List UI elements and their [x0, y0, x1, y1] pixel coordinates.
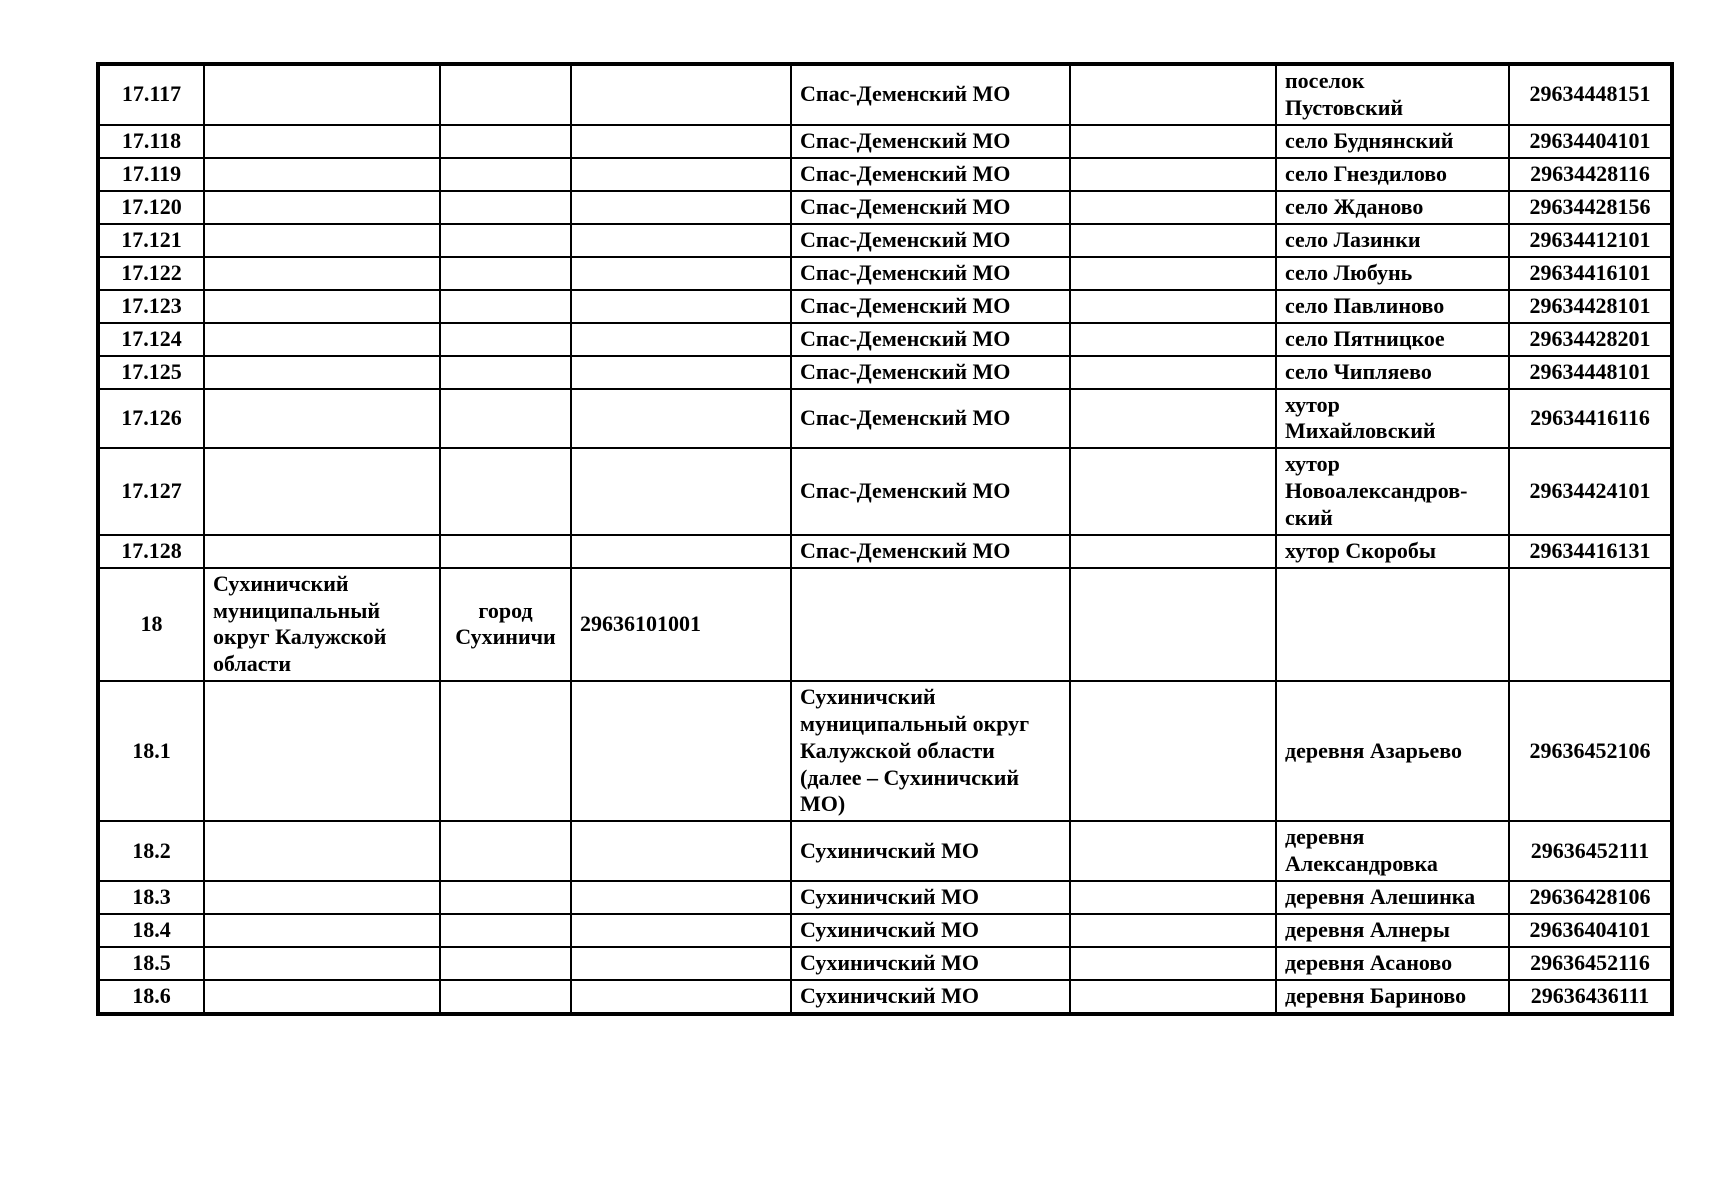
- district-cell: [204, 821, 440, 881]
- municipality-cell: Спас-Деменский МО: [791, 257, 1070, 290]
- municipality-cell: Спас-Деменский МО: [791, 65, 1070, 125]
- admin-center-cell: [440, 191, 571, 224]
- row-number-cell: 18.3: [99, 881, 204, 914]
- row-number-cell: 17.122: [99, 257, 204, 290]
- municipality-cell: Сухиничский МО: [791, 821, 1070, 881]
- row-number-cell: 17.124: [99, 323, 204, 356]
- municipality-cell: Спас-Деменский МО: [791, 323, 1070, 356]
- admin-center-cell: [440, 257, 571, 290]
- oktmo-code-cell: 29634428116: [1509, 158, 1671, 191]
- center-code-cell: [571, 881, 791, 914]
- table-row: [99, 257, 1671, 290]
- district-cell: [204, 224, 440, 257]
- oktmo-code-cell: 29634428101: [1509, 290, 1671, 323]
- table-row: [99, 535, 1671, 568]
- municipality-cell: Спас-Деменский МО: [791, 448, 1070, 534]
- settlement-cell: село Любунь: [1276, 257, 1509, 290]
- admin-center-cell: [440, 158, 571, 191]
- settlement-cell: село Пятницкое: [1276, 323, 1509, 356]
- admin-center-cell: [440, 914, 571, 947]
- row-number-cell: 17.127: [99, 448, 204, 534]
- blank-cell: [1070, 356, 1276, 389]
- center-code-cell: [571, 65, 791, 125]
- oktmo-code-cell: 29634416131: [1509, 535, 1671, 568]
- row-number-cell: 18: [99, 568, 204, 681]
- oktmo-code-cell: 29636436111: [1509, 980, 1671, 1013]
- district-cell: [204, 681, 440, 821]
- oktmo-code-cell: 29634424101: [1509, 448, 1671, 534]
- center-code-cell: [571, 125, 791, 158]
- blank-cell: [1070, 290, 1276, 323]
- table-row: [99, 914, 1671, 947]
- municipality-cell: [791, 568, 1070, 681]
- settlement-cell: деревня Асаново: [1276, 947, 1509, 980]
- center-code-cell: [571, 257, 791, 290]
- table-row: [99, 448, 1671, 534]
- center-code-cell: [571, 980, 791, 1013]
- table-row: [99, 290, 1671, 323]
- admin-center-cell: [440, 448, 571, 534]
- blank-cell: [1070, 125, 1276, 158]
- row-number-cell: 17.126: [99, 389, 204, 449]
- row-number-cell: 17.125: [99, 356, 204, 389]
- oktmo-code-cell: [1509, 568, 1671, 681]
- admin-center-cell: [440, 821, 571, 881]
- municipality-cell: Спас-Деменский МО: [791, 224, 1070, 257]
- table-row: [99, 681, 1671, 821]
- admin-center-cell: [440, 681, 571, 821]
- admin-center-cell: [440, 535, 571, 568]
- blank-cell: [1070, 158, 1276, 191]
- settlements-table: [98, 64, 1672, 1014]
- admin-center-cell: [440, 947, 571, 980]
- blank-cell: [1070, 65, 1276, 125]
- district-cell: [204, 158, 440, 191]
- settlement-cell: деревня Бариново: [1276, 980, 1509, 1013]
- settlement-cell: село Жданово: [1276, 191, 1509, 224]
- table-row: [99, 191, 1671, 224]
- admin-center-cell: [440, 356, 571, 389]
- district-cell: [204, 448, 440, 534]
- blank-cell: [1070, 389, 1276, 449]
- district-cell: [204, 980, 440, 1013]
- row-number-cell: 17.119: [99, 158, 204, 191]
- district-cell: Сухиничский муниципальный округ Калужской области: [204, 568, 440, 681]
- table-row: [99, 323, 1671, 356]
- blank-cell: [1070, 980, 1276, 1013]
- row-number-cell: 18.2: [99, 821, 204, 881]
- center-code-cell: [571, 914, 791, 947]
- municipality-cell: Сухиничский МО: [791, 980, 1070, 1013]
- oktmo-code-cell: 29634428201: [1509, 323, 1671, 356]
- center-code-cell: [571, 681, 791, 821]
- oktmo-code-cell: 29634416101: [1509, 257, 1671, 290]
- center-code-cell: [571, 191, 791, 224]
- blank-cell: [1070, 914, 1276, 947]
- admin-center-cell: [440, 389, 571, 449]
- row-number-cell: 17.120: [99, 191, 204, 224]
- row-number-cell: 17.123: [99, 290, 204, 323]
- settlement-cell: деревня Александровка: [1276, 821, 1509, 881]
- center-code-cell: [571, 535, 791, 568]
- row-number-cell: 17.128: [99, 535, 204, 568]
- row-number-cell: 17.121: [99, 224, 204, 257]
- table-row: [99, 881, 1671, 914]
- table-row: [99, 947, 1671, 980]
- district-cell: [204, 290, 440, 323]
- oktmo-code-cell: 29634412101: [1509, 224, 1671, 257]
- center-code-cell: [571, 821, 791, 881]
- admin-center-cell: [440, 290, 571, 323]
- admin-center-cell: [440, 65, 571, 125]
- admin-center-cell: [440, 224, 571, 257]
- district-cell: [204, 125, 440, 158]
- settlement-cell: село Чипляево: [1276, 356, 1509, 389]
- table-row: [99, 65, 1671, 125]
- admin-center-cell: [440, 980, 571, 1013]
- table-row: [99, 224, 1671, 257]
- row-number-cell: 18.5: [99, 947, 204, 980]
- table-row: [99, 356, 1671, 389]
- district-cell: [204, 914, 440, 947]
- district-cell: [204, 881, 440, 914]
- center-code-cell: [571, 947, 791, 980]
- municipality-cell: Сухиничский муниципальный округ Калужской области (далее – Сухиничский МО): [791, 681, 1070, 821]
- settlement-cell: хутор Михайловский: [1276, 389, 1509, 449]
- row-number-cell: 17.118: [99, 125, 204, 158]
- oktmo-code-cell: 29634416116: [1509, 389, 1671, 449]
- municipality-cell: Спас-Деменский МО: [791, 191, 1070, 224]
- blank-cell: [1070, 568, 1276, 681]
- center-code-cell: [571, 224, 791, 257]
- settlement-cell: деревня Алнеры: [1276, 914, 1509, 947]
- oktmo-code-cell: 29636404101: [1509, 914, 1671, 947]
- district-cell: [204, 191, 440, 224]
- admin-center-cell: [440, 125, 571, 158]
- oktmo-code-cell: 29634428156: [1509, 191, 1671, 224]
- oktmo-code-cell: 29636428106: [1509, 881, 1671, 914]
- municipality-cell: Спас-Деменский МО: [791, 389, 1070, 449]
- district-cell: [204, 65, 440, 125]
- row-number-cell: 18.4: [99, 914, 204, 947]
- municipality-cell: Спас-Деменский МО: [791, 535, 1070, 568]
- blank-cell: [1070, 448, 1276, 534]
- oktmo-code-cell: 29634448151: [1509, 65, 1671, 125]
- table-row: [99, 568, 1671, 681]
- district-cell: [204, 356, 440, 389]
- blank-cell: [1070, 947, 1276, 980]
- table-row: [99, 980, 1671, 1013]
- center-code-cell: [571, 389, 791, 449]
- blank-cell: [1070, 323, 1276, 356]
- settlement-cell: село Лазинки: [1276, 224, 1509, 257]
- blank-cell: [1070, 191, 1276, 224]
- center-code-cell: [571, 158, 791, 191]
- district-cell: [204, 389, 440, 449]
- settlement-cell: село Гнездилово: [1276, 158, 1509, 191]
- district-cell: [204, 535, 440, 568]
- oktmo-code-cell: 29634404101: [1509, 125, 1671, 158]
- table-row: [99, 821, 1671, 881]
- oktmo-code-cell: 29636452106: [1509, 681, 1671, 821]
- center-code-cell: [571, 323, 791, 356]
- center-code-cell: [571, 290, 791, 323]
- oktmo-code-cell: 29634448101: [1509, 356, 1671, 389]
- settlement-cell: село Павлиново: [1276, 290, 1509, 323]
- table-row: [99, 389, 1671, 449]
- blank-cell: [1070, 535, 1276, 568]
- center-code-cell: [571, 448, 791, 534]
- municipality-cell: Сухиничский МО: [791, 914, 1070, 947]
- blank-cell: [1070, 224, 1276, 257]
- row-number-cell: 17.117: [99, 65, 204, 125]
- municipality-cell: Спас-Деменский МО: [791, 290, 1070, 323]
- municipality-cell: Сухиничский МО: [791, 881, 1070, 914]
- blank-cell: [1070, 681, 1276, 821]
- settlement-cell: деревня Алешинка: [1276, 881, 1509, 914]
- settlement-cell: хутор Новоалександров- ский: [1276, 448, 1509, 534]
- municipality-cell: Спас-Деменский МО: [791, 356, 1070, 389]
- admin-center-cell: [440, 323, 571, 356]
- table-body: [99, 65, 1671, 1013]
- district-cell: [204, 947, 440, 980]
- settlement-cell: село Буднянский: [1276, 125, 1509, 158]
- admin-center-cell: город Сухиничи: [440, 568, 571, 681]
- table-row: [99, 125, 1671, 158]
- settlement-cell: поселок Пустовский: [1276, 65, 1509, 125]
- settlement-cell: деревня Азарьево: [1276, 681, 1509, 821]
- blank-cell: [1070, 821, 1276, 881]
- center-code-cell: 29636101001: [571, 568, 791, 681]
- admin-center-cell: [440, 881, 571, 914]
- municipality-cell: Сухиничский МО: [791, 947, 1070, 980]
- district-cell: [204, 257, 440, 290]
- center-code-cell: [571, 356, 791, 389]
- row-number-cell: 18.1: [99, 681, 204, 821]
- blank-cell: [1070, 881, 1276, 914]
- municipality-cell: Спас-Деменский МО: [791, 158, 1070, 191]
- settlement-cell: хутор Скоробы: [1276, 535, 1509, 568]
- municipality-cell: Спас-Деменский МО: [791, 125, 1070, 158]
- oktmo-code-cell: 29636452111: [1509, 821, 1671, 881]
- district-cell: [204, 323, 440, 356]
- blank-cell: [1070, 257, 1276, 290]
- settlement-cell: [1276, 568, 1509, 681]
- row-number-cell: 18.6: [99, 980, 204, 1013]
- table-row: [99, 158, 1671, 191]
- oktmo-code-cell: 29636452116: [1509, 947, 1671, 980]
